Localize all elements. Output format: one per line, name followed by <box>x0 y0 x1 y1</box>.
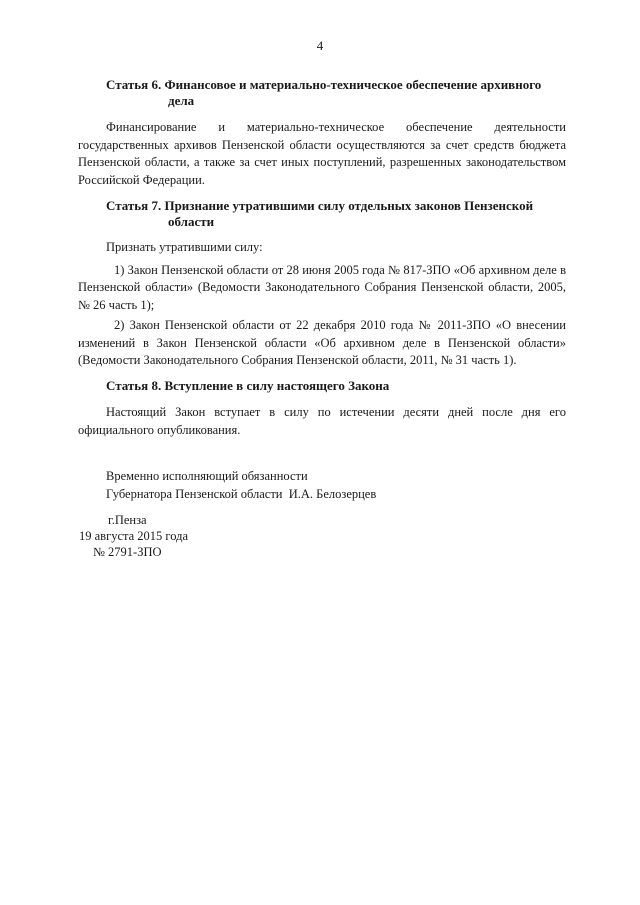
article-7-heading-line2: области <box>168 214 215 229</box>
article-7-heading-line1: Статья 7. Признание утратившими силу отдельных законов Пензенской <box>106 198 534 213</box>
signature-name: Губернатора Пензенской области И.А. Белозерцев <box>106 487 377 501</box>
article-8 <box>78 378 566 439</box>
article-7-item-1: 1) Закон Пензенской области от 28 июня 2005 года № 817-ЗПО «Об архивном деле в Пензенской области» (Ведомости Законодательного Собрания Пензенской области, 2005, № 26 часть 1); <box>78 262 566 312</box>
article-7-intro: Признать утратившими силу: <box>106 240 263 254</box>
place-city: г.Пенза <box>108 513 147 527</box>
article-7-item-2: 2) Закон Пензенской области от 22 декабря 2010 года № 2011-ЗПО «О внесении изменений в Закон Пензенской области «Об архивном деле в Пензенской области» (Ведомости Законодательного Собрания Пензенской области, 2011, № 31 часть 1). <box>78 318 566 367</box>
article-7-heading <box>106 198 566 230</box>
signature-block <box>106 467 376 503</box>
law-number: № 2791-ЗПО <box>93 545 162 559</box>
article-6-text: Финансирование и материально-техническое обеспечение деятельности государственных архивов Пензенской области осуществляются за счет средств бюджета Пензенской области, а также за счет иных поступлений, разрешенных законодательством Российской Федерации. <box>78 120 566 187</box>
signature-title: Временно исполняющий обязанности <box>106 469 308 483</box>
article-6 <box>78 77 566 189</box>
article-6-heading <box>106 77 566 109</box>
place-date: 19 августа 2015 года <box>79 529 189 543</box>
article-6-heading-line2: дела <box>168 93 195 108</box>
article-8-text: Настоящий Закон вступает в силу по истечении десяти дней после дня его официального опубликования. <box>78 405 566 437</box>
article-7 <box>78 198 566 370</box>
article-8-heading: Статья 8. Вступление в силу настоящего Закона <box>106 378 390 393</box>
page-number: 4 <box>316 38 324 53</box>
article-6-heading-line1: Статья 6. Финансовое и материально-техническое обеспечение архивного <box>106 77 542 92</box>
